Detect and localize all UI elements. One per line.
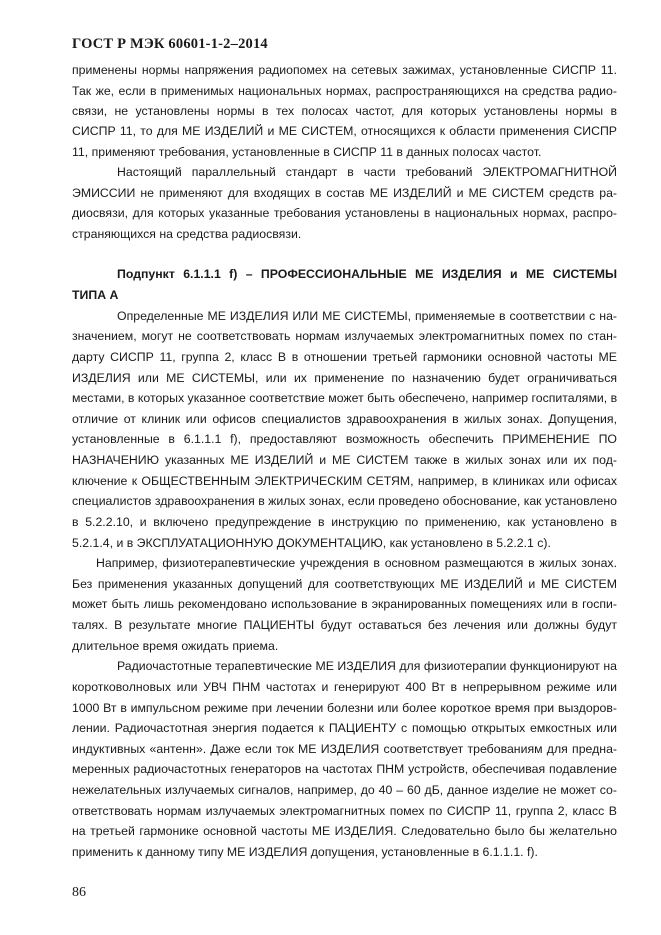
text-line: специалистов здравоохранения в жилых зонах, если проведено обоснование, как установлено [72,494,617,508]
text-line: связи, не установлены нормы в тех полосах частот, для которых установлены нормы в [72,104,617,118]
text-line: установленные в 6.1.1.1 f), предоставляют возможность обеспечить ПРИМЕНЕНИЕ ПО [72,432,617,446]
text-line: талях. В результате многие ПАЦИЕНТЫ будут оставаться без лечения или должны будут [72,618,617,632]
text-line: местами, в которых указанное соответствие может быть обеспечено, например госпиталями, в [72,391,618,405]
text-line: 11, применяют требования, установленные в СИСПР 11 в данных полосах частот. [72,145,542,159]
text-line: 5.2.1.4, и в ЭКСПЛУАТАЦИОННУЮ ДОКУМЕНТАЦИЮ, как установлено в 5.2.2.1 с). [72,536,551,550]
text-line: может быть лишь рекомендовано использование в экранированных помещениях или в госпи- [72,597,617,611]
text-line: коротковолновых или УВЧ ПНМ частотах и генерируют 400 Вт в непрерывном режиме или [72,680,617,694]
text-line: на третьей гармонике основной частоты МЕ ИЗДЕЛИЯ. Следовательно было бы желательно [72,824,617,838]
text-line: длительное время ожидать приема. [72,639,279,653]
text-line: применить к данному типу МЕ ИЗДЕЛИЯ допущения, установленные в 6.1.1.1. f). [72,845,538,859]
text-line: в 5.2.2.10, и включено предупреждение в инструкцию по применению, как установлено в [72,515,617,529]
text-line: дарту СИСПР 11, группа 2, класс В в отношении третьей гармоники основной частоты МЕ [72,350,617,364]
text-line: значением, могут не соответствовать нормам излучаемых электромагнитных помех по стан- [72,329,617,343]
text-line: Без применения указанных допущений для соответствующих МЕ ИЗДЕЛИЙ и МЕ СИСТЕМ [72,577,617,591]
text-line: лении. Радиочастотная энергия подается к ПАЦИЕНТУ с помощью открытых емкостных или [72,721,617,735]
text-line: Определенные МЕ ИЗДЕЛИЯ ИЛИ МЕ СИСТЕМЫ, применяемые в соответствии с на- [117,309,617,323]
text-line: ЭМИССИИ не применяют для входящих в состав МЕ ИЗДЕЛИЙ и МЕ СИСТЕМ средств ра- [72,186,617,200]
text-line: Радиочастотные терапевтические МЕ ИЗДЕЛИЯ для физиотерапии функционируют на [117,659,617,673]
text-line: ТИПА А [72,288,119,302]
text-line: Так же, если в применимых национальных нормах, распространяющихся на средства радио- [72,84,617,98]
text-line: ИЗДЕЛИЯ или МЕ СИСТЕМЫ, или их применение по назначению будет ограничиваться [72,371,617,385]
text-line: 1000 Вт в импульсном режиме при лечении болезни или более короткое время при выздоров- [72,701,617,715]
text-line: Например, физиотерапевтические учреждения в основном размещаются в жилых зонах. [96,556,617,570]
document-header: ГОСТ Р МЭК 60601-1-2–2014 [72,36,268,52]
page-number: 86 [72,885,86,900]
text-line: СИСПР 11, то для МЕ ИЗДЕЛИЙ и МЕ СИСТЕМ, относящихся к области применения СИСПР [72,124,617,138]
text-line: отличие от клиник или офисов специалистов здравоохранения в жилых зонах. Допущения, [72,412,617,426]
text-line: ключение к ОБЩЕСТВЕННЫМ ЭЛЕКТРИЧЕСКИМ СЕТЯМ, например, в клиниках или офисах [72,474,617,488]
text-line: страняющихся на средства радиосвязи. [72,227,302,241]
text-line: ответствовать нормам излучаемых электромагнитных помех по СИСПР 11, группа 2, класс В [72,804,617,818]
text-line: применены нормы напряжения радиопомех на сетевых зажимах, установленные СИСПР 11. [72,63,617,77]
text-line: Настоящий параллельный стандарт в части требований ЭЛЕКТРОМАГНИТНОЙ [117,165,617,179]
text-line: НАЗНАЧЕНИЮ указанных МЕ ИЗДЕЛИЙ и МЕ СИСТЕМ также в жилых зонах или их под- [72,453,617,467]
text-line: индуктивных «антенн». Даже если ток МЕ ИЗДЕЛИЯ соответствует требованиям для предна- [72,742,617,756]
text-line: меренных радиочастотных генераторов на частотах ПНМ устройств, обеспечивая подавление [72,762,617,776]
text-line: нежелательных излучаемых сигналов, например, до 40 – 60 дБ, данное изделие не может со- [72,783,617,797]
text-line: диосвязи, для которых указанные требования установлены в национальных нормах, распро- [72,206,617,220]
text-line: Подпункт 6.1.1.1 f) – ПРОФЕССИОНАЛЬНЫЕ МЕ ИЗДЕЛИЯ и МЕ СИСТЕМЫ [117,267,617,281]
